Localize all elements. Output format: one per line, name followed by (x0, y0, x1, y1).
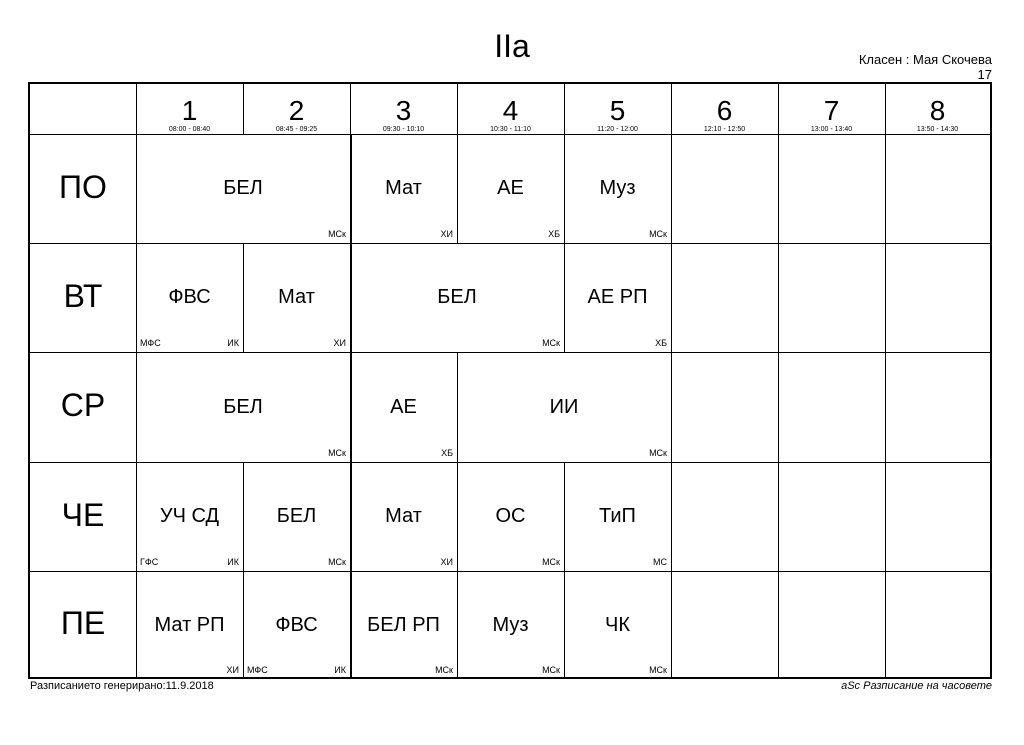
lesson-subject: БЕЛ (276, 505, 317, 527)
period-time: 13:50 - 14:30 (916, 126, 959, 133)
lesson-cell (564, 571, 671, 679)
lesson-subject: Мат (385, 177, 422, 199)
period-number: 6 (716, 95, 733, 126)
lesson-teacher: МС (653, 557, 667, 567)
lesson-teacher: ХБ (441, 448, 453, 458)
grid-col-line (778, 462, 779, 571)
period-time: 08:45 - 09:25 (275, 126, 318, 133)
lesson-subject: Муз (492, 613, 529, 636)
period-header (564, 84, 671, 134)
lesson-cell (457, 352, 671, 462)
app-credit: aSc Разписание на часовете (841, 680, 992, 692)
grid-col-line (671, 134, 672, 243)
day-label: ВТ (63, 277, 103, 314)
lesson-teacher: ИК (334, 665, 346, 675)
lesson-subject: Муз (599, 177, 636, 199)
grid-col-line (885, 243, 886, 352)
lesson-subject: УЧ СД (159, 505, 220, 527)
lesson-teacher: ИК (227, 557, 239, 567)
period-number: 8 (929, 95, 946, 126)
lesson-room: МФС (140, 338, 161, 348)
period-header (136, 84, 243, 134)
lesson-teacher: МСк (649, 229, 667, 239)
timetable-grid (28, 82, 992, 679)
grid-col-line (885, 571, 886, 679)
lesson-teacher: МСк (542, 338, 560, 348)
lesson-cell (136, 352, 350, 462)
lesson-teacher: МСк (542, 665, 560, 675)
grid-col-line (885, 352, 886, 462)
period-number: 7 (823, 95, 840, 126)
day-label: СР (60, 387, 106, 423)
lesson-subject: Мат РП (154, 613, 225, 636)
lesson-cell (243, 462, 350, 571)
grid-col-line (671, 243, 672, 352)
lesson-cell (564, 462, 671, 571)
period-header (243, 84, 350, 134)
lesson-cell (350, 462, 457, 571)
lesson-subject: ТиП (599, 505, 636, 527)
page-number: 17 (977, 67, 992, 82)
lesson-teacher: МСк (328, 557, 346, 567)
lesson-room: МФС (247, 665, 268, 675)
lesson-teacher: ХИ (333, 338, 346, 348)
day-label: ПО (59, 168, 107, 205)
lesson-cell (243, 243, 350, 352)
lesson-cell (136, 243, 243, 352)
lesson-teacher: МСк (328, 229, 346, 239)
lesson-teacher: ХИ (440, 557, 453, 567)
lesson-subject: Мат (385, 505, 422, 527)
day-label: ЧЕ (61, 496, 105, 533)
grid-col-line (885, 134, 886, 243)
lesson-teacher: МСк (542, 557, 560, 567)
period-header (457, 84, 564, 134)
lesson-room: ГФС (140, 557, 159, 567)
lesson-subject: АЕ (497, 177, 524, 199)
lesson-subject: АЕ РП (587, 286, 648, 308)
lesson-teacher: МСк (328, 448, 346, 458)
lesson-teacher: ХБ (548, 229, 560, 239)
period-number: 3 (395, 95, 412, 126)
period-header (350, 84, 457, 134)
period-header (778, 84, 885, 134)
lesson-cell (136, 134, 350, 243)
period-number: 4 (502, 95, 519, 126)
grid-col-line (671, 462, 672, 571)
lesson-teacher: ХИ (226, 665, 239, 675)
class-teacher: Класен : Мая Скочева (858, 52, 992, 67)
lesson-subject: АЕ (390, 395, 417, 418)
period-time: 09:30 - 10:10 (382, 126, 425, 133)
lesson-cell (350, 243, 564, 352)
grid-col-line (778, 352, 779, 462)
lesson-subject: БЕЛ РП (367, 613, 440, 636)
lesson-cell (243, 571, 350, 679)
grid-col-line (778, 134, 779, 243)
lesson-subject: БЕЛ (437, 286, 477, 308)
lesson-cell (136, 571, 243, 679)
lesson-teacher: МСк (649, 665, 667, 675)
lesson-subject: ИИ (549, 395, 579, 418)
period-time: 13:00 - 13:40 (810, 126, 853, 133)
period-time: 12:10 - 12:50 (703, 126, 746, 133)
lesson-subject: ЧК (605, 613, 630, 636)
class-title: IIa (494, 28, 530, 64)
period-header (885, 84, 990, 134)
lesson-subject: Мат (278, 286, 315, 308)
lesson-cell (564, 243, 671, 352)
lesson-teacher: ИК (227, 338, 239, 348)
lesson-teacher: МСк (435, 665, 453, 675)
grid-col-line (778, 243, 779, 352)
period-header (671, 84, 778, 134)
grid-col-line (671, 352, 672, 462)
period-number: 1 (181, 95, 198, 126)
period-time: 10:30 - 11:10 (490, 126, 531, 133)
generated-note: Разписанието генерирано:11.9.2018 (30, 680, 214, 692)
lesson-cell (350, 571, 457, 679)
grid-col-line (778, 571, 779, 679)
grid-col-line (885, 462, 886, 571)
lesson-teacher: ХБ (655, 338, 667, 348)
lesson-subject: ОС (495, 505, 526, 527)
lesson-cell (564, 134, 671, 243)
period-time: 11:20 - 12:00 (597, 126, 638, 133)
lesson-teacher: ХИ (440, 229, 453, 239)
lesson-cell (457, 571, 564, 679)
lesson-cell (457, 134, 564, 243)
period-number: 2 (288, 95, 305, 126)
lesson-cell (136, 462, 243, 571)
grid-col-line (671, 571, 672, 679)
lesson-subject: ФВС (168, 286, 211, 308)
lesson-subject: ФВС (275, 613, 318, 636)
lesson-cell (350, 352, 457, 462)
period-number: 5 (609, 95, 626, 126)
lesson-subject: БЕЛ (223, 177, 263, 199)
day-label: ПЕ (60, 605, 106, 641)
lesson-cell (457, 462, 564, 571)
period-time: 08:00 - 08:40 (168, 126, 211, 133)
lesson-subject: БЕЛ (223, 395, 263, 418)
lesson-cell (350, 134, 457, 243)
lesson-teacher: МСк (649, 448, 667, 458)
